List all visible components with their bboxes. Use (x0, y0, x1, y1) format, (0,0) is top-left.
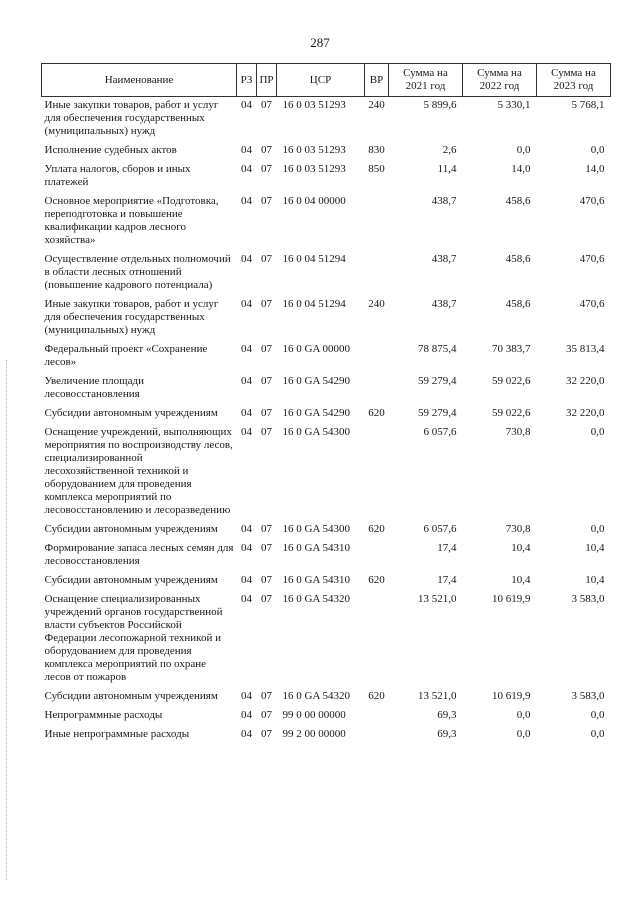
row-rz: 04 (241, 298, 252, 310)
row-sum-2021: 11,4 (437, 163, 457, 175)
row-name: Федеральный проект «Сохранение лесов» (44, 343, 208, 368)
row-csr: 16 0 GA 00000 (282, 343, 351, 355)
row-sum-2021: 5 899,6 (423, 99, 457, 111)
header-csr: ЦСР (277, 64, 365, 97)
row-name: Субсидии автономным учреждениям (44, 574, 218, 586)
row-rz: 04 (241, 253, 252, 265)
row-name: Исполнение судебных актов (44, 144, 177, 156)
row-csr: 99 2 00 00000 (282, 728, 346, 740)
row-sum-2023: 32 220,0 (566, 375, 605, 387)
header-sum-2022: Сумма на 2022 год (463, 64, 537, 97)
row-vr (365, 591, 389, 688)
row-sum-2022: 458,6 (505, 298, 531, 310)
table-row (42, 341, 611, 373)
row-sum-2022: 59 022,6 (492, 375, 531, 387)
row-csr: 16 0 03 51293 (282, 163, 346, 175)
row-csr: 99 0 00 00000 (282, 709, 346, 721)
table-row (42, 161, 611, 193)
row-name: Формирование запаса лесных семян для лесовосстановления (44, 542, 234, 567)
row-rz: 04 (241, 163, 252, 175)
row-name: Оснащение учреждений, выполняющих мероприятия по воспроизводству лесов, специализированной лесохозяйственной техникой и оборудованием для проведения комплекса мероприятий по лесовосстановлению и лесоразведению (44, 426, 233, 516)
row-csr: 16 0 GA 54290 (282, 407, 351, 419)
header-sum-2023: Сумма на 2023 год (537, 64, 611, 97)
row-name: Увеличение площади лесовосстановления (44, 375, 144, 400)
row-sum-2022: 458,6 (505, 253, 531, 265)
row-sum-2023: 470,6 (579, 298, 605, 310)
row-rz: 04 (241, 99, 252, 111)
row-pr: 07 (261, 343, 272, 355)
row-rz: 04 (241, 426, 252, 438)
row-rz: 04 (241, 709, 252, 721)
row-sum-2021: 59 279,4 (418, 375, 457, 387)
row-vr: 830 (368, 144, 385, 156)
header-pr: ПР (257, 64, 277, 97)
row-pr: 07 (261, 690, 272, 702)
row-sum-2022: 70 383,7 (492, 343, 531, 355)
scan-margin-marks (6, 360, 8, 880)
row-sum-2022: 5 330,1 (497, 99, 531, 111)
row-sum-2023: 5 768,1 (571, 99, 605, 111)
row-sum-2021: 69,3 (437, 709, 457, 721)
row-sum-2023: 0,0 (590, 709, 605, 721)
row-sum-2022: 59 022,6 (492, 407, 531, 419)
row-rz: 04 (241, 542, 252, 554)
row-vr (365, 341, 389, 373)
row-sum-2022: 0,0 (516, 728, 531, 740)
row-pr: 07 (261, 144, 272, 156)
table-row (42, 540, 611, 572)
row-sum-2023: 470,6 (579, 253, 605, 265)
table-row (42, 688, 611, 707)
row-sum-2022: 14,0 (511, 163, 531, 175)
row-vr (365, 540, 389, 572)
row-sum-2021: 69,3 (437, 728, 457, 740)
table-row (42, 726, 611, 745)
row-pr: 07 (261, 375, 272, 387)
row-sum-2021: 13 521,0 (418, 690, 457, 702)
row-sum-2021: 78 875,4 (418, 343, 457, 355)
budget-table (41, 63, 611, 745)
row-sum-2022: 730,8 (505, 523, 531, 535)
row-pr: 07 (261, 298, 272, 310)
row-sum-2022: 730,8 (505, 426, 531, 438)
row-name: Непрограммные расходы (44, 709, 163, 721)
table-row (42, 142, 611, 161)
row-csr: 16 0 GA 54290 (282, 375, 351, 387)
row-sum-2021: 438,7 (431, 298, 457, 310)
row-csr: 16 0 03 51293 (282, 144, 346, 156)
row-csr: 16 0 GA 54310 (282, 574, 351, 586)
row-csr: 16 0 04 00000 (282, 195, 346, 207)
row-csr: 16 0 04 51294 (282, 253, 346, 265)
table-row (42, 591, 611, 688)
row-pr: 07 (261, 99, 272, 111)
row-vr (365, 424, 389, 521)
row-sum-2021: 17,4 (437, 574, 457, 586)
table-row (42, 97, 611, 143)
row-name: Иные закупки товаров, работ и услуг для обеспечения государственных (муниципальных) нужд (44, 298, 219, 336)
row-sum-2021: 438,7 (431, 253, 457, 265)
row-name: Оснащение специализированных учреждений органов государственной власти субъектов Российской Федерации лесопожарной техникой и оборудованием для проведения комплекса мероприятий по охране лесов от пожаров (44, 593, 223, 683)
table-row (42, 405, 611, 424)
row-rz: 04 (241, 574, 252, 586)
row-sum-2023: 470,6 (579, 195, 605, 207)
row-name: Иные закупки товаров, работ и услуг для обеспечения государственных (муниципальных) нужд (44, 99, 219, 137)
header-rz: РЗ (237, 64, 257, 97)
row-sum-2022: 10,4 (511, 574, 531, 586)
row-vr (365, 707, 389, 726)
header-sum-2021: Сумма на 2021 год (389, 64, 463, 97)
row-vr: 620 (368, 523, 385, 535)
table-row (42, 707, 611, 726)
row-vr (365, 251, 389, 296)
row-csr: 16 0 04 51294 (282, 298, 346, 310)
row-pr: 07 (261, 407, 272, 419)
row-sum-2022: 10 619,9 (492, 690, 531, 702)
row-rz: 04 (241, 343, 252, 355)
row-pr: 07 (261, 253, 272, 265)
row-sum-2023: 10,4 (585, 574, 605, 586)
row-csr: 16 0 GA 54320 (282, 690, 351, 702)
table-row (42, 424, 611, 521)
row-pr: 07 (261, 542, 272, 554)
row-sum-2022: 10 619,9 (492, 593, 531, 605)
row-sum-2023: 0,0 (590, 728, 605, 740)
row-sum-2022: 458,6 (505, 195, 531, 207)
row-pr: 07 (261, 163, 272, 175)
row-name: Основное мероприятие «Подготовка, переподготовка и повышение квалификации кадров лесного хозяйства» (44, 195, 219, 246)
row-sum-2021: 438,7 (431, 195, 457, 207)
row-name: Субсидии автономным учреждениям (44, 523, 218, 535)
row-sum-2021: 2,6 (442, 144, 457, 156)
row-pr: 07 (261, 709, 272, 721)
row-sum-2023: 3 583,0 (571, 690, 605, 702)
row-pr: 07 (261, 523, 272, 535)
table-row (42, 193, 611, 251)
row-rz: 04 (241, 407, 252, 419)
table-row (42, 296, 611, 341)
row-vr: 620 (368, 690, 385, 702)
row-sum-2023: 35 813,4 (566, 343, 605, 355)
row-sum-2021: 6 057,6 (423, 426, 457, 438)
row-name: Иные непрограммные расходы (44, 728, 190, 740)
table-row (42, 373, 611, 405)
row-vr: 240 (368, 298, 385, 310)
row-sum-2023: 0,0 (590, 426, 605, 438)
row-rz: 04 (241, 728, 252, 740)
row-pr: 07 (261, 574, 272, 586)
table-header-row (42, 64, 611, 97)
row-vr (365, 726, 389, 745)
row-pr: 07 (261, 195, 272, 207)
header-vr: ВР (365, 64, 389, 97)
row-vr: 240 (368, 99, 385, 111)
row-vr: 620 (368, 407, 385, 419)
row-name: Осуществление отдельных полномочий в области лесных отношений (повышение кадрового потенциала) (44, 253, 231, 291)
row-sum-2022: 0,0 (516, 144, 531, 156)
row-sum-2021: 13 521,0 (418, 593, 457, 605)
row-csr: 16 0 GA 54300 (282, 426, 351, 438)
row-sum-2022: 10,4 (511, 542, 531, 554)
row-rz: 04 (241, 593, 252, 605)
row-sum-2023: 32 220,0 (566, 407, 605, 419)
row-sum-2023: 0,0 (590, 144, 605, 156)
row-vr: 620 (368, 574, 385, 586)
row-csr: 16 0 GA 54300 (282, 523, 351, 535)
row-name: Уплата налогов, сборов и иных платежей (44, 163, 191, 188)
table-row (42, 521, 611, 540)
row-sum-2022: 0,0 (516, 709, 531, 721)
row-sum-2021: 6 057,6 (423, 523, 457, 535)
row-rz: 04 (241, 144, 252, 156)
row-rz: 04 (241, 690, 252, 702)
row-rz: 04 (241, 523, 252, 535)
table-row (42, 572, 611, 591)
row-sum-2023: 10,4 (585, 542, 605, 554)
row-sum-2023: 0,0 (590, 523, 605, 535)
row-pr: 07 (261, 426, 272, 438)
page-number: 287 (310, 35, 330, 50)
row-csr: 16 0 GA 54320 (282, 593, 351, 605)
header-name: Наименование (42, 64, 237, 97)
row-name: Субсидии автономным учреждениям (44, 690, 218, 702)
row-sum-2021: 59 279,4 (418, 407, 457, 419)
row-name: Субсидии автономным учреждениям (44, 407, 218, 419)
row-rz: 04 (241, 375, 252, 387)
row-vr (365, 193, 389, 251)
row-csr: 16 0 GA 54310 (282, 542, 351, 554)
row-sum-2023: 14,0 (585, 163, 605, 175)
row-pr: 07 (261, 593, 272, 605)
table-row (42, 251, 611, 296)
row-sum-2021: 17,4 (437, 542, 457, 554)
row-csr: 16 0 03 51293 (282, 99, 346, 111)
row-pr: 07 (261, 728, 272, 740)
row-sum-2023: 3 583,0 (571, 593, 605, 605)
row-vr (365, 373, 389, 405)
row-vr: 850 (368, 163, 385, 175)
row-rz: 04 (241, 195, 252, 207)
